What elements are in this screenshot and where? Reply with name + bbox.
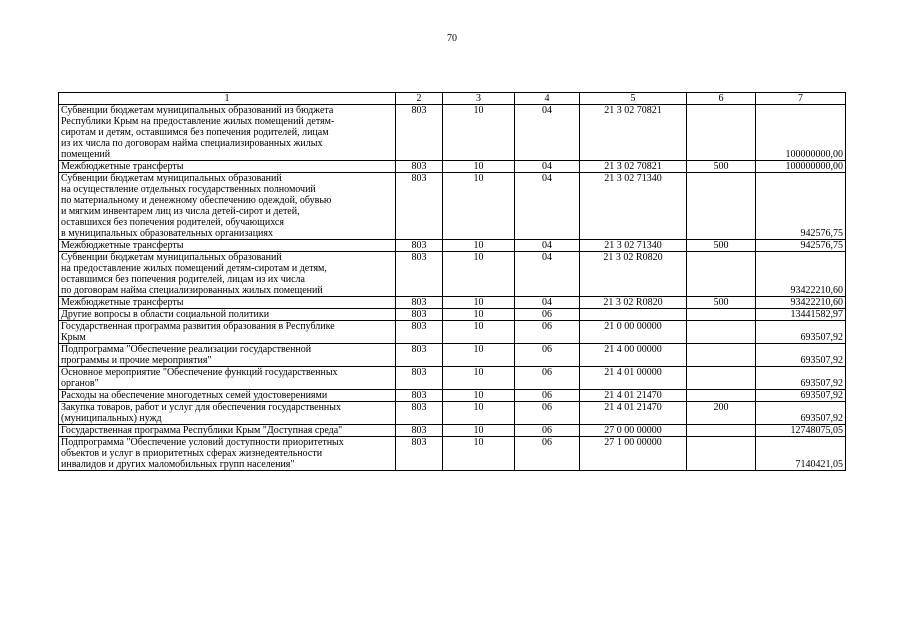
row-target-article-cell: 21 3 02 R0820 (580, 297, 687, 309)
row-expense-type-cell (687, 321, 756, 344)
row-subsection-cell: 06 (515, 390, 580, 402)
row-admin-code-cell: 803 (396, 425, 443, 437)
row-subsection-cell: 06 (515, 309, 580, 321)
table-row (59, 105, 846, 161)
header-col-5: 5 (580, 93, 687, 105)
row-section-cell: 10 (443, 437, 515, 471)
row-section-cell: 10 (443, 321, 515, 344)
row-expense-type-cell (687, 390, 756, 402)
table-row (59, 297, 846, 309)
row-amount-cell: 942576,75 (756, 240, 846, 252)
row-amount-cell: 100000000,00 (756, 161, 846, 173)
row-target-article-cell: 21 3 02 71340 (580, 240, 687, 252)
row-amount-cell: 693507,92 (756, 367, 846, 390)
row-name-cell: Межбюджетные трансферты (59, 297, 396, 309)
row-subsection-cell: 06 (515, 437, 580, 471)
row-amount-cell: 693507,92 (756, 390, 846, 402)
row-amount-cell: 12748075,05 (756, 425, 846, 437)
table-row (59, 367, 846, 390)
row-section-cell: 10 (443, 309, 515, 321)
row-admin-code-cell: 803 (396, 161, 443, 173)
row-expense-type-cell: 200 (687, 402, 756, 425)
row-section-cell: 10 (443, 367, 515, 390)
row-section-cell: 10 (443, 390, 515, 402)
row-admin-code-cell: 803 (396, 367, 443, 390)
row-target-article-cell: 21 4 00 00000 (580, 344, 687, 367)
row-expense-type-cell (687, 425, 756, 437)
header-col-1: 1 (59, 93, 396, 105)
header-col-2: 2 (396, 93, 443, 105)
row-amount-cell: 93422210,60 (756, 297, 846, 309)
header-col-4: 4 (515, 93, 580, 105)
row-section-cell: 10 (443, 105, 515, 161)
row-admin-code-cell: 803 (396, 344, 443, 367)
row-target-article-cell: 21 4 01 21470 (580, 402, 687, 425)
row-expense-type-cell: 500 (687, 161, 756, 173)
row-expense-type-cell (687, 173, 756, 240)
row-target-article-cell: 21 4 01 21470 (580, 390, 687, 402)
row-name-cell: Подпрограмма "Обеспечение реализации государственной программы и прочие мероприятия" (59, 344, 396, 367)
row-name-cell: Другие вопросы в области социальной политики (59, 309, 396, 321)
row-name-cell: Субвенции бюджетам муниципальных образований на предоставление жилых помещений детям-сиротам и детям, оставшимся без попечения родителей, лицам из их числа по договорам найма специализированных жилых помещений (59, 252, 396, 297)
row-admin-code-cell: 803 (396, 252, 443, 297)
row-target-article-cell (580, 309, 687, 321)
table-row (59, 425, 846, 437)
budget-table (58, 92, 846, 471)
row-section-cell: 10 (443, 252, 515, 297)
row-amount-cell: 693507,92 (756, 402, 846, 425)
row-subsection-cell: 04 (515, 297, 580, 309)
row-section-cell: 10 (443, 402, 515, 425)
row-name-cell: Межбюджетные трансферты (59, 240, 396, 252)
row-admin-code-cell: 803 (396, 402, 443, 425)
row-amount-cell: 693507,92 (756, 344, 846, 367)
row-admin-code-cell: 803 (396, 309, 443, 321)
row-target-article-cell: 21 3 02 70821 (580, 161, 687, 173)
row-admin-code-cell: 803 (396, 240, 443, 252)
row-expense-type-cell (687, 367, 756, 390)
row-subsection-cell: 04 (515, 173, 580, 240)
row-target-article-cell: 21 0 00 00000 (580, 321, 687, 344)
page-number: 70 (447, 33, 457, 44)
row-name-cell: Субвенции бюджетам муниципальных образований на осуществление отдельных государственных полномочий по материальному и денежному обеспечению одеждой, обувью и мягким инвентарем лиц из числа детей-сирот и детей, оставшихся без попечения родителей, обучающихся в муниципальных образовательных организациях (59, 173, 396, 240)
row-subsection-cell: 06 (515, 344, 580, 367)
row-admin-code-cell: 803 (396, 297, 443, 309)
row-target-article-cell: 21 3 02 71340 (580, 173, 687, 240)
table-row (59, 252, 846, 297)
row-subsection-cell: 04 (515, 105, 580, 161)
row-target-article-cell: 27 0 00 00000 (580, 425, 687, 437)
table-row (59, 390, 846, 402)
row-subsection-cell: 06 (515, 321, 580, 344)
row-amount-cell: 7140421,05 (756, 437, 846, 471)
row-name-cell: Субвенции бюджетам муниципальных образований из бюджета Республики Крым на предоставление жилых помещений детям- сиротам и детям, оставшимся без попечения родителей, лицам из их числа по договорам найма специализированных жилых помещений (59, 105, 396, 161)
table-row (59, 309, 846, 321)
row-section-cell: 10 (443, 297, 515, 309)
row-section-cell: 10 (443, 173, 515, 240)
row-admin-code-cell: 803 (396, 173, 443, 240)
row-expense-type-cell (687, 105, 756, 161)
table-row (59, 344, 846, 367)
table-row (59, 402, 846, 425)
row-subsection-cell: 04 (515, 161, 580, 173)
row-admin-code-cell: 803 (396, 321, 443, 344)
table-row (59, 321, 846, 344)
table-row (59, 161, 846, 173)
row-name-cell: Основное мероприятие "Обеспечение функций государственных органов" (59, 367, 396, 390)
row-name-cell: Государственная программа Республики Крым "Доступная среда" (59, 425, 396, 437)
row-section-cell: 10 (443, 161, 515, 173)
row-section-cell: 10 (443, 344, 515, 367)
row-expense-type-cell (687, 344, 756, 367)
row-amount-cell: 93422210,60 (756, 252, 846, 297)
row-target-article-cell: 21 4 01 00000 (580, 367, 687, 390)
row-admin-code-cell: 803 (396, 105, 443, 161)
row-expense-type-cell: 500 (687, 297, 756, 309)
row-name-cell: Межбюджетные трансферты (59, 161, 396, 173)
row-section-cell: 10 (443, 425, 515, 437)
row-expense-type-cell (687, 252, 756, 297)
table-row (59, 240, 846, 252)
row-amount-cell: 942576,75 (756, 173, 846, 240)
header-col-3: 3 (443, 93, 515, 105)
row-subsection-cell: 06 (515, 367, 580, 390)
row-amount-cell: 693507,92 (756, 321, 846, 344)
row-admin-code-cell: 803 (396, 437, 443, 471)
row-admin-code-cell: 803 (396, 390, 443, 402)
row-expense-type-cell: 500 (687, 240, 756, 252)
header-col-7: 7 (756, 93, 846, 105)
row-subsection-cell: 04 (515, 252, 580, 297)
row-name-cell: Государственная программа развития образования в Республике Крым (59, 321, 396, 344)
row-name-cell: Расходы на обеспечение многодетных семей удостоверениями (59, 390, 396, 402)
row-subsection-cell: 06 (515, 402, 580, 425)
header-col-6: 6 (687, 93, 756, 105)
row-target-article-cell: 21 3 02 R0820 (580, 252, 687, 297)
table-header-row (59, 93, 846, 105)
table-row (59, 173, 846, 240)
row-expense-type-cell (687, 309, 756, 321)
row-amount-cell: 13441582,97 (756, 309, 846, 321)
row-target-article-cell: 27 1 00 00000 (580, 437, 687, 471)
row-section-cell: 10 (443, 240, 515, 252)
row-amount-cell: 100000000,00 (756, 105, 846, 161)
row-target-article-cell: 21 3 02 70821 (580, 105, 687, 161)
row-name-cell: Закупка товаров, работ и услуг для обеспечения государственных (муниципальных) нужд (59, 402, 396, 425)
row-subsection-cell: 06 (515, 425, 580, 437)
table-row (59, 437, 846, 471)
row-expense-type-cell (687, 437, 756, 471)
row-name-cell: Подпрограмма "Обеспечение условий доступности приоритетных объектов и услуг в приоритетных сферах жизнедеятельности инвалидов и других маломобильных групп населения" (59, 437, 396, 471)
row-subsection-cell: 04 (515, 240, 580, 252)
